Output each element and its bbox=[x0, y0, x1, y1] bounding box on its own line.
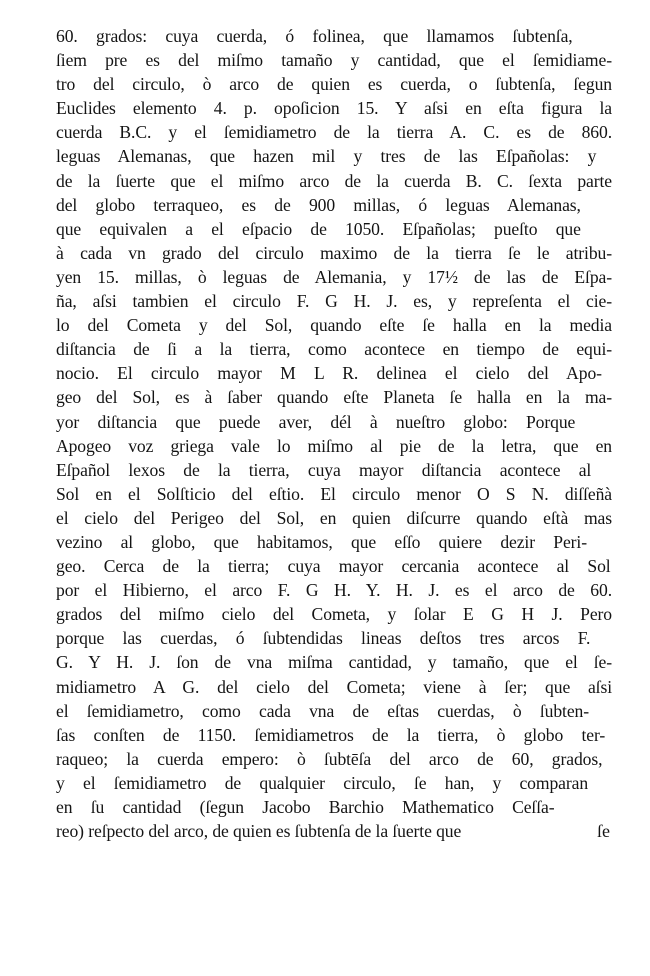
text-line: reo) reſpecto del arco, de quien es ſubtenſa de la ſuerte que bbox=[56, 821, 462, 842]
text-line: geo. Cerca de la tierra; cuya mayor cercania acontece al Sol bbox=[56, 556, 611, 577]
text-line: porque las cuerdas, ó ſubtendidas lineas deſtos tres arcos F. bbox=[56, 628, 591, 649]
catchword: ſe bbox=[597, 821, 610, 841]
text-line: vezino al globo, que habitamos, que eſſo quiere dezir Peri- bbox=[56, 531, 587, 552]
text-line: tro del circulo, ò arco de quien es cuerda, o ſubtenſa, ſegun bbox=[56, 74, 612, 95]
text-line: por el Hibierno, el arco F. G H. Y. H. J. es el arco de 60. bbox=[56, 580, 612, 601]
text-line: el ſemidiametro, como cada vna de eſtas cuerdas, ò ſubten- bbox=[56, 700, 590, 721]
text-line: nocio. El circulo mayor M L R. delinea el cielo del Apo- bbox=[56, 363, 602, 384]
text-body bbox=[56, 24, 612, 843]
text-line: yor diſtancia que puede aver, dél à nueſtro globo: Porque bbox=[56, 411, 576, 432]
text-line: raqueo; la cuerda empero: ò ſubtēſa del arco de 60, grados, bbox=[56, 748, 603, 769]
text-line: ſiem pre es del miſmo tamaño y cantidad, que el ſemidiame- bbox=[56, 50, 612, 71]
text-line: Apogeo voz griega vale lo miſmo al pie de la letra, que en bbox=[56, 435, 612, 456]
text-line: à cada vn grado del circulo maximo de la tierra ſe le atribu- bbox=[56, 242, 612, 263]
text-line: yen 15. millas, ò leguas de Alemania, y 17½ de las de Eſpa- bbox=[56, 266, 612, 287]
text-line: grados del miſmo cielo del Cometa, y ſolar E G H J. Pero bbox=[56, 604, 612, 625]
text-line: Euclides elemento 4. p. opoſicion 15. Y aſsi en eſta figura la bbox=[56, 98, 612, 119]
text-line: cuerda B.C. y el ſemidiametro de la tierra A. C. es de 860. bbox=[56, 122, 612, 143]
text-line: leguas Alemanas, que hazen mil y tres de las Eſpañolas: y bbox=[56, 146, 597, 167]
text-line: de la ſuerte que el miſmo arco de la cuerda B. C. ſexta parte bbox=[56, 170, 612, 191]
text-line: en ſu cantidad (ſegun Jacobo Barchio Mathematico Ceſſa- bbox=[56, 797, 555, 817]
text-line: ña, aſsi tambien el circulo F. G H. J. es, y repreſenta el cie- bbox=[56, 291, 612, 312]
text-line: del globo terraqueo, es de 900 millas, ó leguas Alemanas, bbox=[56, 194, 581, 215]
text-line: geo del Sol, es à ſaber quando eſte Planeta ſe halla en la ma- bbox=[56, 387, 612, 408]
text-line: y el ſemidiametro de qualquier circulo, ſe han, y comparan bbox=[56, 772, 589, 793]
text-line: lo del Cometa y del Sol, quando eſte ſe halla en la media bbox=[56, 315, 612, 336]
text-line: el cielo del Perigeo del Sol, en quien diſcurre quando eſtà mas bbox=[56, 507, 612, 528]
text-line: midiametro A G. del cielo del Cometa; viene à ſer; que aſsi bbox=[56, 676, 612, 697]
text-line: ſas conſten de 1150. ſemidiametros de la tierra, ò globo ter- bbox=[56, 724, 606, 745]
text-line: G. Y H. J. ſon de vna miſma cantidad, y tamaño, que el ſe- bbox=[56, 652, 612, 673]
text-line: Eſpañol lexos de la tierra, cuya mayor diſtancia acontece al bbox=[56, 459, 592, 480]
text-line: diſtancia de ſi a la tierra, como acontece en tiempo de equi- bbox=[56, 339, 612, 360]
text-line: que equivalen a el eſpacio de 1050. Eſpañolas; pueſto que bbox=[56, 218, 581, 239]
text-line: Sol en el Solſticio del eſtio. El circulo menor O S N. diſſeñà bbox=[56, 483, 612, 504]
text-line: 60. grados: cuya cuerda, ó folinea, que llamamos ſubtenſa, bbox=[56, 26, 573, 46]
